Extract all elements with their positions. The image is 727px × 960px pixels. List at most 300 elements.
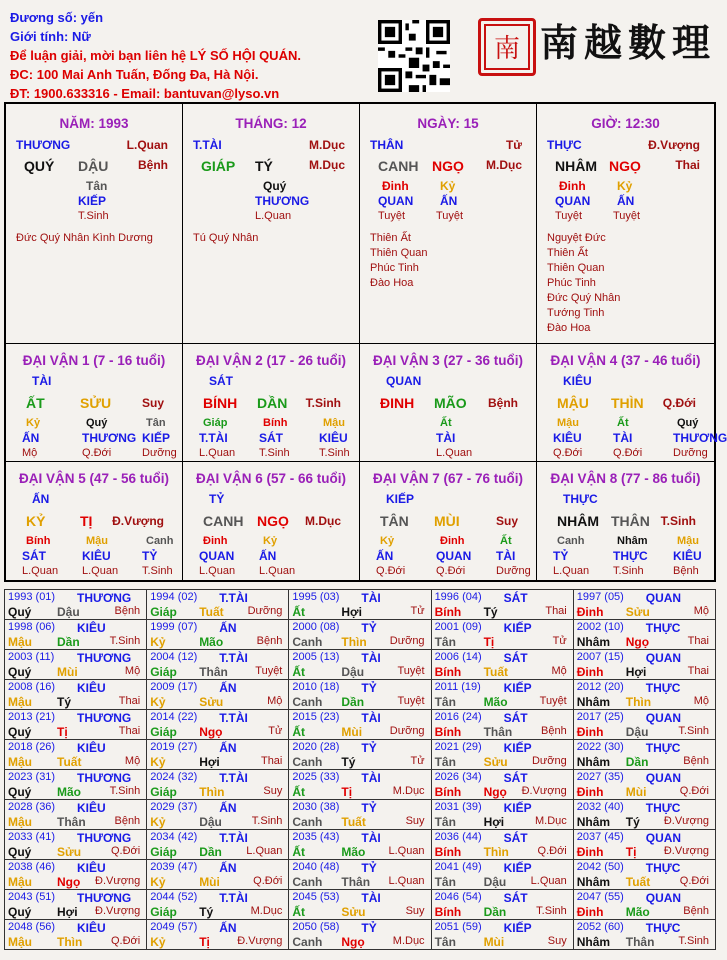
year-star: SÁT — [503, 891, 528, 905]
hidden-can: Ất — [440, 417, 452, 429]
year-cell[interactable] — [147, 650, 289, 680]
year-can: Tân — [434, 935, 456, 949]
year-cell[interactable] — [289, 590, 431, 620]
year-chi: Mùi — [57, 665, 78, 679]
year-star: T.TÀI — [219, 891, 248, 905]
year-can: Ất — [292, 665, 306, 679]
year-cell[interactable] — [147, 830, 289, 860]
year-state: Đ.Vượng — [663, 815, 709, 827]
year-state: M.Dục — [392, 785, 425, 797]
year-state: T.Sinh — [678, 725, 709, 737]
dai-van-chi: MÙI — [434, 513, 460, 529]
year-chi: Thìn — [57, 935, 83, 949]
year-cell[interactable] — [431, 890, 573, 920]
year-label: 2048 (56) — [8, 921, 56, 933]
year-cell[interactable] — [147, 890, 289, 920]
dai-van-title: ĐẠI VẬN 8 (77 - 86 tuổi) — [550, 471, 701, 486]
year-chi: Dần — [57, 635, 80, 649]
year-can: Tân — [434, 695, 456, 709]
year-star: TÀI — [361, 891, 381, 905]
hidden-can: Quý — [677, 417, 699, 429]
year-cell[interactable] — [289, 770, 431, 800]
year-state: Tuyệt — [397, 695, 425, 707]
red-seal-logo — [478, 18, 536, 76]
year-star: THƯƠNG — [77, 771, 132, 785]
year-star: TỶ — [361, 861, 377, 875]
year-label: 2015 (23) — [292, 711, 340, 723]
year-cell[interactable] — [431, 770, 573, 800]
year-star: ẤN — [219, 801, 237, 815]
pillar-title: GIỜ: 12:30 — [591, 116, 660, 131]
year-row — [5, 680, 716, 710]
year-state: Bệnh — [256, 635, 283, 647]
year-label: 2020 (28) — [292, 741, 340, 753]
dai-van-chi: MÃO — [434, 395, 467, 411]
year-cell[interactable] — [573, 710, 715, 740]
hidden-state: T.Sinh — [613, 565, 644, 577]
hidden-star: THƯƠNG — [673, 431, 727, 445]
year-star: KIẾP — [503, 621, 532, 635]
hidden-can: Kỷ — [440, 179, 456, 193]
year-can: Bính — [434, 725, 462, 739]
hidden-state: L.Quan — [553, 565, 590, 577]
year-cell[interactable] — [289, 890, 431, 920]
year-state: Suy — [263, 785, 283, 797]
hidden-state: Tuyệt — [555, 210, 583, 222]
year-cell[interactable] — [5, 830, 147, 860]
hidden-star: QUAN — [555, 194, 591, 208]
hidden-star: KIÊU — [319, 431, 348, 445]
year-chi: Thìn — [625, 695, 652, 709]
pillar-chi: TÝ — [255, 158, 273, 174]
year-cell[interactable] — [289, 710, 431, 740]
year-label: 2018 (26) — [8, 741, 56, 753]
dai-van-chi: DẦN — [257, 395, 288, 411]
year-state: L.Quan — [530, 875, 567, 887]
dai-van-can: ĐINH — [380, 395, 415, 411]
year-label: 2045 (53) — [292, 891, 340, 903]
year-cell[interactable] — [431, 680, 573, 710]
year-can: Canh — [292, 935, 323, 949]
year-chi: Thân — [341, 875, 371, 889]
year-cell[interactable] — [573, 770, 715, 800]
pillar-star-state: L.Quan — [126, 138, 168, 152]
year-chi: Ngọ — [341, 935, 365, 949]
year-row — [5, 920, 716, 950]
year-cell[interactable] — [573, 740, 715, 770]
dai-van-title: ĐẠI VẬN 6 (57 - 66 tuổi) — [195, 471, 347, 486]
year-state: Tử — [410, 755, 425, 767]
year-state: Suy — [405, 815, 425, 827]
hidden-state: T.Sinh — [142, 565, 173, 577]
pillar-chi-state: M.Dục — [309, 158, 345, 172]
qr-code[interactable] — [378, 20, 450, 92]
year-can: Bính — [434, 905, 462, 919]
year-cell[interactable] — [289, 650, 431, 680]
dai-van-state: Suy — [141, 396, 164, 410]
year-state: M.Dục — [534, 815, 567, 827]
hidden-state: Q.Đới — [436, 565, 466, 577]
year-state: Đ.Vượng — [521, 785, 567, 797]
dai-van-star: KIẾP — [386, 492, 415, 506]
year-label: 2051 (59) — [434, 921, 482, 933]
year-label: 2005 (13) — [292, 651, 340, 663]
year-state: Thai — [545, 605, 567, 617]
year-label: 2016 (24) — [434, 711, 482, 723]
year-cell[interactable] — [5, 890, 147, 920]
year-state: Q.Đới — [110, 935, 141, 947]
year-can: Kỷ — [150, 935, 166, 949]
year-chi: Tuất — [341, 815, 366, 829]
year-can: Bính — [434, 785, 462, 799]
year-can: Ất — [292, 905, 306, 919]
hidden-star: ẤN — [22, 431, 40, 445]
year-cell[interactable] — [573, 890, 715, 920]
year-cell[interactable] — [147, 740, 289, 770]
year-state: Bệnh — [683, 755, 709, 767]
pillar-chi-state: Thai — [675, 158, 700, 172]
year-can: Đinh — [576, 845, 604, 859]
year-star: TÀI — [361, 591, 381, 605]
year-label: 2004 (12) — [150, 651, 198, 663]
hidden-star: KIẾP — [142, 431, 171, 445]
year-label: 2007 (15) — [576, 651, 624, 663]
year-state: Tử — [268, 725, 283, 737]
year-cell[interactable] — [573, 590, 715, 620]
hidden-can: Quý — [263, 179, 287, 193]
yearly-table — [4, 589, 716, 950]
year-cell[interactable] — [289, 830, 431, 860]
phone-email-line[interactable]: ĐT: 1900.633316 - Email: bantuvan@lyso.vn — [10, 86, 280, 101]
year-star: THƯƠNG — [77, 711, 132, 725]
year-cell[interactable] — [573, 860, 715, 890]
year-star: KIẾP — [503, 681, 532, 695]
year-chi: Hợi — [57, 905, 78, 919]
year-label: 2032 (40) — [576, 801, 624, 813]
year-row — [5, 650, 716, 680]
year-cell[interactable] — [289, 800, 431, 830]
year-label: 1993 (01) — [8, 591, 56, 603]
year-chi: Mão — [341, 845, 366, 859]
year-cell[interactable] — [431, 740, 573, 770]
year-label: 1998 (06) — [8, 621, 56, 633]
year-can: Bính — [434, 665, 462, 679]
year-can: Quý — [8, 845, 32, 859]
hidden-can: Mậu — [323, 417, 345, 429]
year-cell[interactable] — [431, 860, 573, 890]
dai-van-cell[interactable] — [360, 462, 537, 580]
dai-van-title: ĐẠI VẬN 5 (47 - 56 tuổi) — [18, 471, 170, 486]
year-star: TỶ — [361, 801, 377, 815]
year-can: Canh — [292, 695, 323, 709]
year-star: T.TÀI — [219, 711, 248, 725]
year-state: Bệnh — [114, 605, 141, 617]
hidden-can: Mậu — [557, 417, 579, 429]
year-cell[interactable] — [431, 710, 573, 740]
year-cell[interactable] — [147, 710, 289, 740]
year-chi: Sửu — [199, 695, 224, 709]
dai-van-cell[interactable] — [183, 344, 360, 462]
year-cell[interactable] — [5, 800, 147, 830]
year-chi: Mão — [483, 695, 508, 709]
year-can: Nhâm — [576, 875, 611, 889]
dai-van-cell[interactable] — [6, 344, 183, 462]
dai-van-chi: THÌN — [611, 395, 644, 411]
year-cell[interactable] — [431, 650, 573, 680]
year-star: ẤN — [219, 741, 237, 755]
year-cell[interactable] — [5, 710, 147, 740]
than-sat: Đào Hoa — [547, 322, 591, 334]
year-star: THƯƠNG — [77, 831, 132, 845]
than-sat: Đào Hoa — [370, 277, 414, 289]
year-chi: Mão — [199, 635, 224, 649]
year-cell[interactable] — [431, 920, 573, 950]
year-label: 2019 (27) — [150, 741, 198, 753]
year-can: Ất — [292, 845, 306, 859]
hidden-state: L.Quan — [199, 565, 236, 577]
year-label: 2035 (43) — [292, 831, 340, 843]
hidden-can: Nhâm — [617, 535, 648, 547]
year-cell[interactable] — [147, 680, 289, 710]
dai-van-cell[interactable] — [183, 462, 360, 580]
year-state: Thai — [687, 665, 709, 677]
year-star: THỰC — [645, 621, 681, 635]
year-can: Mậu — [8, 935, 32, 949]
year-cell[interactable] — [147, 590, 289, 620]
pillar-star: THƯƠNG — [16, 138, 71, 152]
hidden-state: T.Sinh — [259, 447, 290, 459]
dai-van-can: TÂN — [380, 513, 409, 529]
hidden-can: Đinh — [559, 179, 586, 193]
hidden-state: L.Quan — [259, 565, 296, 577]
year-cell[interactable] — [289, 920, 431, 950]
year-cell[interactable] — [431, 830, 573, 860]
year-cell[interactable] — [431, 590, 573, 620]
hidden-can: Mậu — [677, 535, 699, 547]
year-label: 2044 (52) — [150, 891, 198, 903]
year-star: TÀI — [361, 651, 381, 665]
year-cell[interactable] — [5, 590, 147, 620]
year-row — [5, 590, 716, 620]
year-row — [5, 740, 716, 770]
year-cell[interactable] — [147, 800, 289, 830]
dai-van-can: NHÂM — [557, 513, 599, 529]
year-chi: Tuất — [625, 875, 651, 889]
year-state: M.Dục — [250, 905, 283, 917]
hidden-star: TỶ — [553, 549, 569, 563]
year-chi: Hợi — [199, 755, 220, 769]
hidden-state: L.Quan — [82, 565, 119, 577]
year-can: Giáp — [150, 605, 177, 619]
dai-van-cell[interactable] — [537, 344, 727, 462]
hidden-state: Bệnh — [673, 565, 699, 577]
year-row — [5, 620, 716, 650]
dai-van-cell[interactable] — [360, 344, 537, 462]
year-chi: Tị — [625, 845, 637, 859]
hidden-star: THỰC — [613, 549, 648, 563]
year-chi: Sửu — [483, 755, 508, 769]
year-can: Mậu — [8, 755, 32, 769]
year-row — [5, 710, 716, 740]
year-star: T.TÀI — [219, 831, 248, 845]
than-sat: Tú Quý Nhân — [193, 232, 259, 244]
hidden-star: KIÊU — [673, 549, 702, 563]
year-cell[interactable] — [5, 740, 147, 770]
pillar-chi: NGỌ — [609, 158, 641, 174]
year-chi: Hợi — [483, 815, 505, 829]
year-chi: Hợi — [625, 665, 647, 679]
hidden-state: L.Quan — [255, 210, 292, 222]
year-cell[interactable] — [289, 740, 431, 770]
year-state: Dưỡng — [389, 635, 425, 647]
pillar-can: CANH — [378, 158, 419, 174]
than-sat: Thiên Quan — [370, 247, 428, 259]
year-cell[interactable] — [289, 620, 431, 650]
year-state: L.Quan — [246, 845, 283, 857]
year-cell[interactable] — [289, 860, 431, 890]
year-label: 2049 (57) — [150, 921, 198, 933]
year-star: SÁT — [503, 651, 528, 665]
dai-van-cell[interactable] — [6, 462, 183, 580]
year-cell[interactable] — [573, 650, 715, 680]
pillar-chi: DẬU — [78, 158, 109, 174]
year-cell[interactable] — [147, 620, 289, 650]
year-can: Tân — [434, 635, 456, 649]
contact-line: Để luận giải, mời bạn liên hệ LÝ SỐ HỘI QUÁN. — [10, 48, 301, 63]
year-label: 2017 (25) — [576, 711, 624, 723]
than-sat: Đức Quý Nhân Kình Dương — [16, 232, 153, 244]
year-label: 2001 (09) — [434, 621, 482, 633]
year-star: KIẾP — [503, 741, 532, 755]
year-label: 2038 (46) — [8, 861, 56, 873]
year-label: 2021 (29) — [434, 741, 482, 753]
year-cell[interactable] — [431, 620, 573, 650]
than-sat: Tướng Tinh — [547, 307, 605, 319]
year-cell[interactable] — [147, 860, 289, 890]
hidden-star: T.TÀI — [199, 431, 228, 445]
year-cell[interactable] — [147, 770, 289, 800]
year-cell[interactable] — [147, 920, 289, 950]
year-state: T.Sinh — [536, 905, 567, 917]
year-cell[interactable] — [573, 830, 715, 860]
year-chi: Ngọ — [199, 725, 223, 739]
year-can: Canh — [292, 635, 323, 649]
year-cell[interactable] — [289, 680, 431, 710]
year-state: Suy — [405, 905, 425, 917]
year-cell[interactable] — [573, 620, 715, 650]
year-cell[interactable] — [5, 680, 147, 710]
year-star: KIẾP — [503, 921, 532, 935]
year-star: THƯƠNG — [77, 651, 132, 665]
dai-van-title: ĐẠI VẬN 7 (67 - 76 tuổi) — [372, 471, 524, 486]
dai-van-state: T.Sinh — [305, 396, 341, 410]
year-star: TỶ — [361, 681, 377, 695]
year-label: 1997 (05) — [576, 591, 624, 603]
year-star: THƯƠNG — [77, 891, 132, 905]
hidden-can: Kỷ — [617, 179, 633, 193]
year-star: KIÊU — [77, 741, 106, 755]
year-label: 1995 (03) — [292, 591, 340, 603]
year-can: Ất — [292, 785, 306, 799]
year-star: QUAN — [645, 831, 682, 845]
year-cell[interactable] — [5, 920, 147, 950]
year-can: Giáp — [150, 785, 177, 799]
year-chi: Dậu — [57, 605, 80, 619]
year-can: Nhâm — [576, 815, 611, 829]
year-can: Đinh — [576, 905, 604, 919]
year-chi: Ngọ — [625, 635, 650, 649]
than-sat: Thiên Quan — [547, 262, 605, 274]
pillar-cell — [6, 104, 183, 344]
year-label: 2008 (16) — [8, 681, 56, 693]
year-star: SÁT — [503, 591, 528, 605]
pillar-can: NHÂM — [555, 158, 597, 174]
dai-van-state: M.Dục — [305, 514, 341, 528]
year-star: QUAN — [645, 711, 682, 725]
year-can: Nhâm — [576, 695, 611, 709]
year-label: 2023 (31) — [8, 771, 56, 783]
year-cell[interactable] — [573, 920, 715, 950]
year-star: KIÊU — [77, 621, 106, 635]
year-chi: Mùi — [625, 785, 647, 799]
year-label: 2026 (34) — [434, 771, 482, 783]
hidden-can: Kỷ — [26, 417, 41, 429]
year-star: QUAN — [645, 771, 682, 785]
year-label: 2039 (47) — [150, 861, 198, 873]
year-label: 2006 (14) — [434, 651, 482, 663]
year-chi: Dần — [199, 845, 222, 859]
hidden-star: QUAN — [436, 549, 472, 563]
year-star: KIÊU — [77, 681, 106, 695]
year-cell[interactable] — [573, 680, 715, 710]
year-row — [5, 770, 716, 800]
hidden-can: Bính — [263, 417, 288, 429]
year-cell[interactable] — [573, 800, 715, 830]
brand-title: 南越數理 — [540, 20, 717, 65]
year-star: THỰC — [645, 921, 681, 935]
pillar-cell — [360, 104, 537, 344]
hidden-can: Canh — [557, 535, 585, 547]
year-can: Tân — [434, 875, 456, 889]
year-label: 2031 (39) — [434, 801, 482, 813]
year-state: Mộ — [124, 665, 141, 677]
year-state: Đ.Vượng — [95, 905, 141, 917]
year-cell[interactable] — [5, 860, 147, 890]
dai-van-cell[interactable] — [537, 462, 714, 580]
year-chi: Ngọ — [57, 875, 81, 889]
year-cell[interactable] — [5, 650, 147, 680]
year-label: 2042 (50) — [576, 861, 624, 873]
year-star: SÁT — [503, 831, 528, 845]
year-state: Dưỡng — [389, 725, 425, 737]
year-can: Quý — [8, 725, 32, 739]
hidden-state: L.Quan — [22, 565, 59, 577]
dai-van-state: Q.Đới — [662, 396, 696, 410]
pillar-title: NĂM: 1993 — [59, 116, 129, 131]
year-can: Đinh — [576, 665, 604, 679]
year-cell[interactable] — [5, 620, 147, 650]
dai-van-chi: THÂN — [611, 513, 650, 529]
year-state: Mộ — [267, 695, 283, 707]
pillar-star-state: Tử — [505, 138, 522, 152]
year-can: Đinh — [576, 605, 604, 619]
year-star: THỰC — [645, 681, 681, 695]
pillar-cell — [183, 104, 360, 344]
year-cell[interactable] — [431, 800, 573, 830]
dai-van-star: KIÊU — [563, 374, 592, 388]
than-sat: Phúc Tinh — [370, 262, 419, 274]
year-cell[interactable] — [5, 770, 147, 800]
